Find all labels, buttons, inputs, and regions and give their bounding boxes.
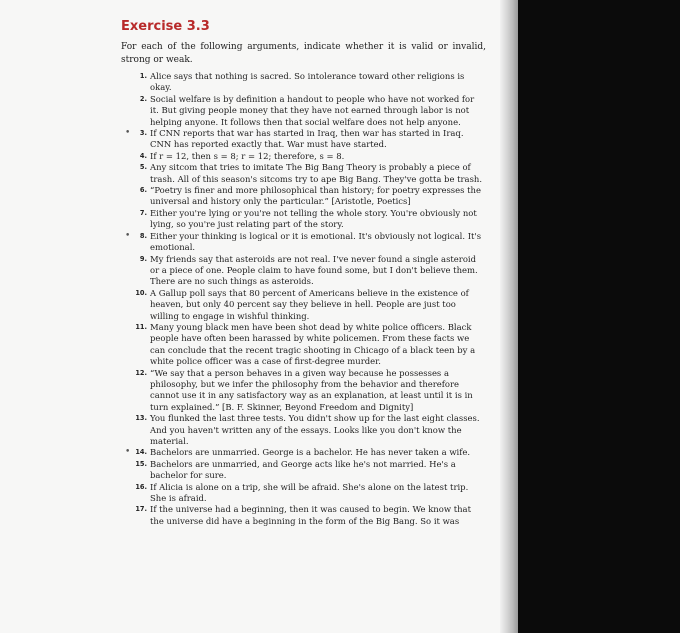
exercise-item-text: You flunked the last three tests. You didn't show up for the last eight classes. And you haven't written any of the essays. Looks like you don't know the material. [150, 413, 480, 446]
exercise-item-number: 7. [139, 208, 147, 217]
exercise-item [133, 162, 485, 185]
exercise-item-number: 13. [135, 414, 147, 423]
exercise-item-number: 12. [135, 368, 147, 377]
exercise-item-text: My friends say that asteroids are not real. I've never found a single asteroid or a piece of one. People claim to have found some, but I don't believe them. There are no such things as asteroids. [150, 253, 478, 287]
exercise-item [133, 288, 485, 322]
exercise-item [133, 254, 485, 288]
exercise-item-number: 14. [135, 448, 147, 457]
starred-item-marker: • [125, 447, 131, 458]
exercise-item [125, 230, 485, 254]
exercise-item [133, 151, 485, 162]
exercise-item [133, 185, 485, 208]
starred-item-marker: • [125, 230, 131, 241]
exercise-item-number: 15. [135, 459, 147, 468]
exercise-item [133, 413, 485, 447]
exercise-item [133, 482, 485, 505]
dark-background-area [518, 0, 680, 633]
exercise-item [133, 504, 485, 527]
exercise-item-number: 2. [139, 94, 147, 103]
exercise-item-number: 4. [139, 151, 147, 160]
exercise-item-number: 8. [139, 231, 147, 240]
exercise-item-text: If r = 12, then s = 8; r = 12; therefore, s = 8. [150, 150, 345, 161]
exercise-item-number: 17. [135, 505, 147, 514]
exercise-item-text: Bachelors are unmarried. George is a bachelor. He has never taken a wife. [150, 447, 471, 458]
exercise-item [133, 459, 485, 482]
exercise-item-text: Either your thinking is logical or it is emotional. It's obviously not logical. It's emotional. [150, 230, 482, 253]
starred-item-marker: • [125, 128, 131, 139]
exercise-item-text: Any sitcom that tries to imitate The Big Bang Theory is probably a piece of trash. All of this season's sitcoms try to ape Big Bang. They've gotta be trash. [150, 162, 483, 184]
exercise-item-number: 3. [139, 129, 147, 138]
exercise-item-text: “Poetry is finer and more philosophical than history; for poetry expresses the universal and history only the particular.” [Aristotle, Poetics] [150, 185, 481, 207]
exercise-item-text: If the universe had a beginning, then it was caused to begin. We know that the universe did have a beginning in the form of the Big Bang. So it was [150, 504, 471, 526]
exercise-item-text: Many young black men have been shot dead by white police officers. Black people have often been harassed by white policemen. From these facts we can conclude that the recent tragic shooting in Chicago of a black teen by a white police officer was a case of first-degree murder. [150, 321, 476, 367]
exercise-item-number: 6. [139, 186, 147, 195]
exercise-item-text: “We say that a person behaves in a given way because he possesses a philosophy, but we infer the philosophy from the behavior and therefore cannot use it in any satisfactory way as an explanation, at least until it is in turn explained.” [B. F. Skinner, Beyond Freedom and Dignity] [150, 367, 473, 412]
exercise-item [133, 208, 485, 231]
exercise-item [133, 368, 485, 414]
exercise-title: Exercise 3.3 [121, 19, 210, 34]
exercise-item-number: 9. [139, 254, 147, 263]
exercise-item-text: If Alicia is alone on a trip, she will be afraid. She's alone on the latest trip. She is afraid. [150, 481, 469, 504]
exercise-item-number: 16. [135, 482, 147, 491]
exercise-item [133, 71, 485, 94]
exercise-item-text: A Gallup poll says that 80 percent of Americans believe in the existence of heaven, but only 40 percent say they believe in hell. People are just too willing to engage in wishful thinking. [150, 287, 469, 321]
exercise-item-text: Social welfare is by definition a handout to people who have not worked for it. But giving people money that they have not earned through labor is not helping anyone. It follows then that social welfare does not help anyone. [150, 93, 475, 127]
exercise-item [125, 128, 485, 151]
page-gutter-shadow [500, 0, 518, 633]
exercise-item-number: 10. [135, 288, 147, 297]
exercise-item [125, 447, 485, 458]
exercise-item-text: If CNN reports that war has started in Iraq, then war has started in Iraq. CNN has reported exactly that. War must have started. [150, 128, 464, 150]
exercise-item-text: Either you're lying or you're not telling the whole story. You're obviously not lying, so you're just relating part of the story. [150, 207, 477, 230]
exercise-item [133, 94, 485, 128]
exercise-item-text: Alice says that nothing is sacred. So intolerance toward other religions is okay. [150, 71, 465, 93]
exercise-item-number: 5. [139, 163, 147, 172]
exercise-instructions: For each of the following arguments, indicate whether it is valid or invalid, strong or weak. [121, 42, 486, 65]
exercise-item-text: Bachelors are unmarried, and George acts like he's not married. He's a bachelor for sure. [150, 458, 456, 481]
exercise-item [133, 322, 485, 368]
exercise-item-list [125, 71, 485, 527]
exercise-item-number: 1. [139, 72, 147, 80]
exercise-item-number: 11. [135, 322, 147, 331]
